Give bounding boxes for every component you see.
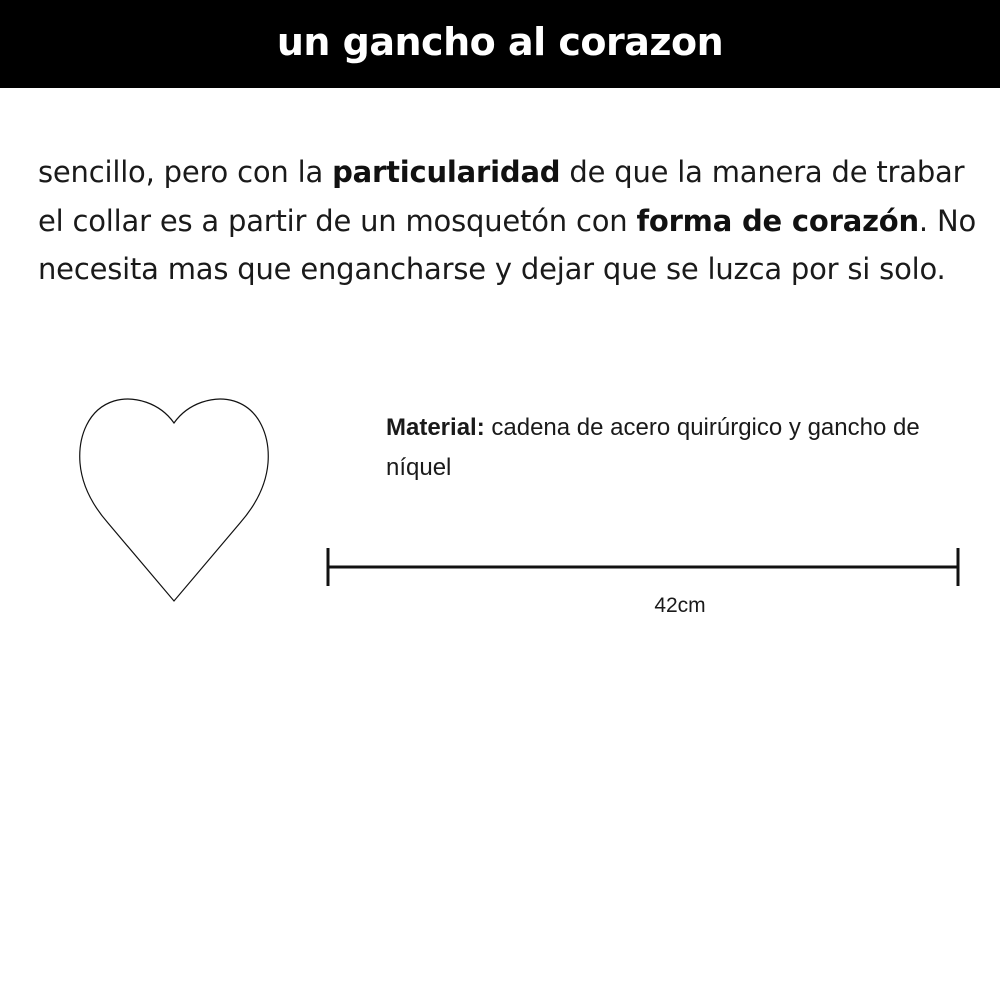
length-measure-line — [324, 546, 966, 588]
material-label: Material: — [386, 414, 485, 441]
heart-outline-icon — [74, 395, 274, 605]
material-value: cadena de acero quirúrgico y gancho de níquel — [386, 414, 920, 481]
description-bold-1: particularidad — [332, 155, 561, 189]
product-description — [38, 148, 993, 294]
description-text-3: . No necesita mas que engancharse y dejar que se luzca por si solo. — [38, 203, 976, 286]
description-text-1: sencillo, pero con la — [38, 155, 333, 189]
description-text-2: de que la manera de trabar el collar es a partir de un mosquetón con — [38, 155, 965, 238]
page-title: un gancho al corazon — [276, 20, 724, 64]
length-label: 42cm — [654, 594, 706, 617]
material-info — [386, 408, 946, 488]
description-bold-2: forma de corazón — [636, 203, 919, 238]
title-bar — [0, 0, 1000, 88]
